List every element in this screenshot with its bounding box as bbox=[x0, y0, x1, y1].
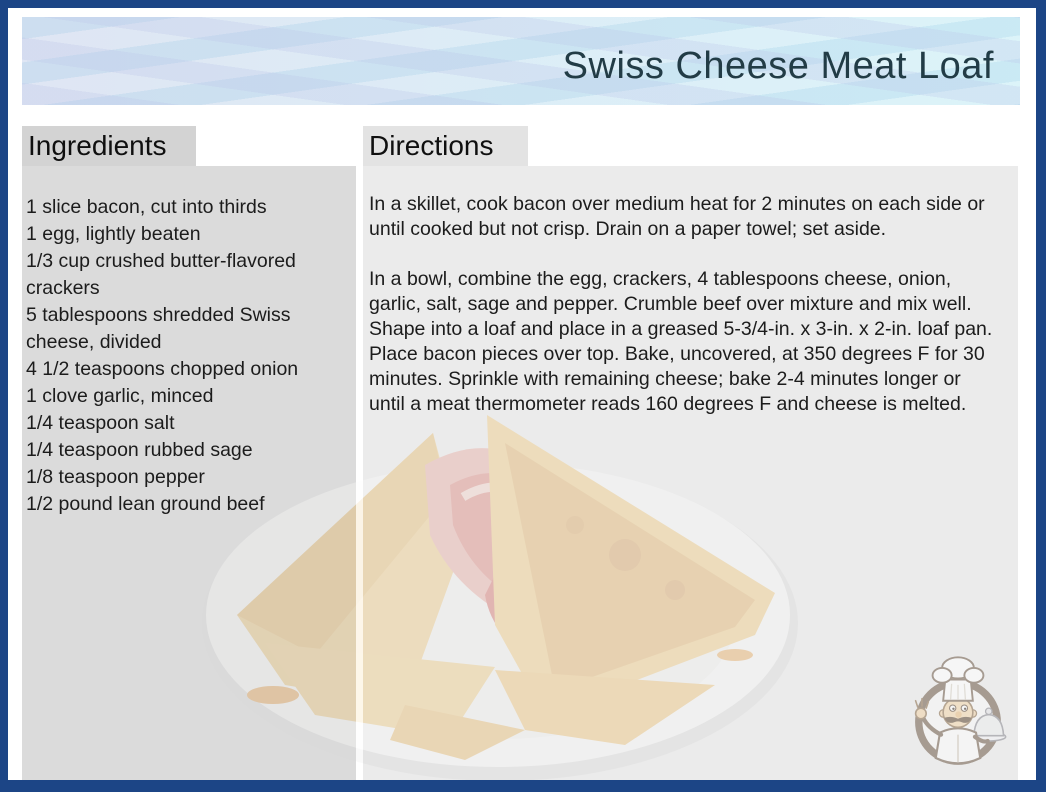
ingredient-item: 5 tablespoons shredded Swiss cheese, divided bbox=[26, 304, 291, 353]
ingredient-item: 1/4 teaspoon salt bbox=[26, 412, 175, 434]
directions-panel bbox=[363, 166, 1018, 780]
ingredient-item: 1 slice bacon, cut into thirds bbox=[26, 196, 267, 218]
directions-paragraph: In a skillet, cook bacon over medium heat for 2 minutes on each side or until cooked but not crisp. Drain on a paper towel; set aside. bbox=[369, 193, 985, 240]
page-title: Swiss Cheese Meat Loaf bbox=[562, 44, 994, 87]
ingredient-item: 1 egg, lightly beaten bbox=[26, 223, 201, 245]
ingredient-item: 1/2 pound lean ground beef bbox=[26, 493, 265, 515]
ingredient-item: 4 1/2 teaspoons chopped onion bbox=[26, 358, 299, 380]
panel-gap-strip bbox=[356, 166, 363, 780]
ingredients-heading bbox=[22, 126, 196, 166]
directions-heading-label: Directions bbox=[369, 130, 494, 161]
ingredients-heading-label: Ingredients bbox=[28, 130, 167, 161]
ingredient-item: 1 clove garlic, minced bbox=[26, 385, 214, 407]
recipe-page bbox=[8, 8, 1036, 780]
ingredients-list bbox=[22, 166, 356, 518]
title-banner bbox=[22, 17, 1020, 105]
ingredient-item: 1/8 teaspoon pepper bbox=[26, 466, 205, 488]
ingredients-panel bbox=[22, 166, 356, 780]
directions-heading bbox=[363, 126, 528, 166]
directions-text bbox=[363, 166, 1018, 417]
directions-paragraph: In a bowl, combine the egg, crackers, 4 tablespoons cheese, onion, garlic, salt, sage and pepper. Crumble beef over mixture and mix well. Shape into a loaf and place in a greased 5-3/4-in. x 3-in. x 2-in. loaf pan. Place bacon pieces over top. Bake, uncovered, at 350 degrees F for 30 minutes. Sprinkle with remaining cheese; bake 2-4 minutes longer or until a meat thermometer reads 160 degrees F and cheese is melted. bbox=[369, 268, 993, 415]
ingredient-item: 1/3 cup crushed butter-flavored crackers bbox=[26, 250, 296, 299]
ingredient-item: 1/4 teaspoon rubbed sage bbox=[26, 439, 253, 461]
